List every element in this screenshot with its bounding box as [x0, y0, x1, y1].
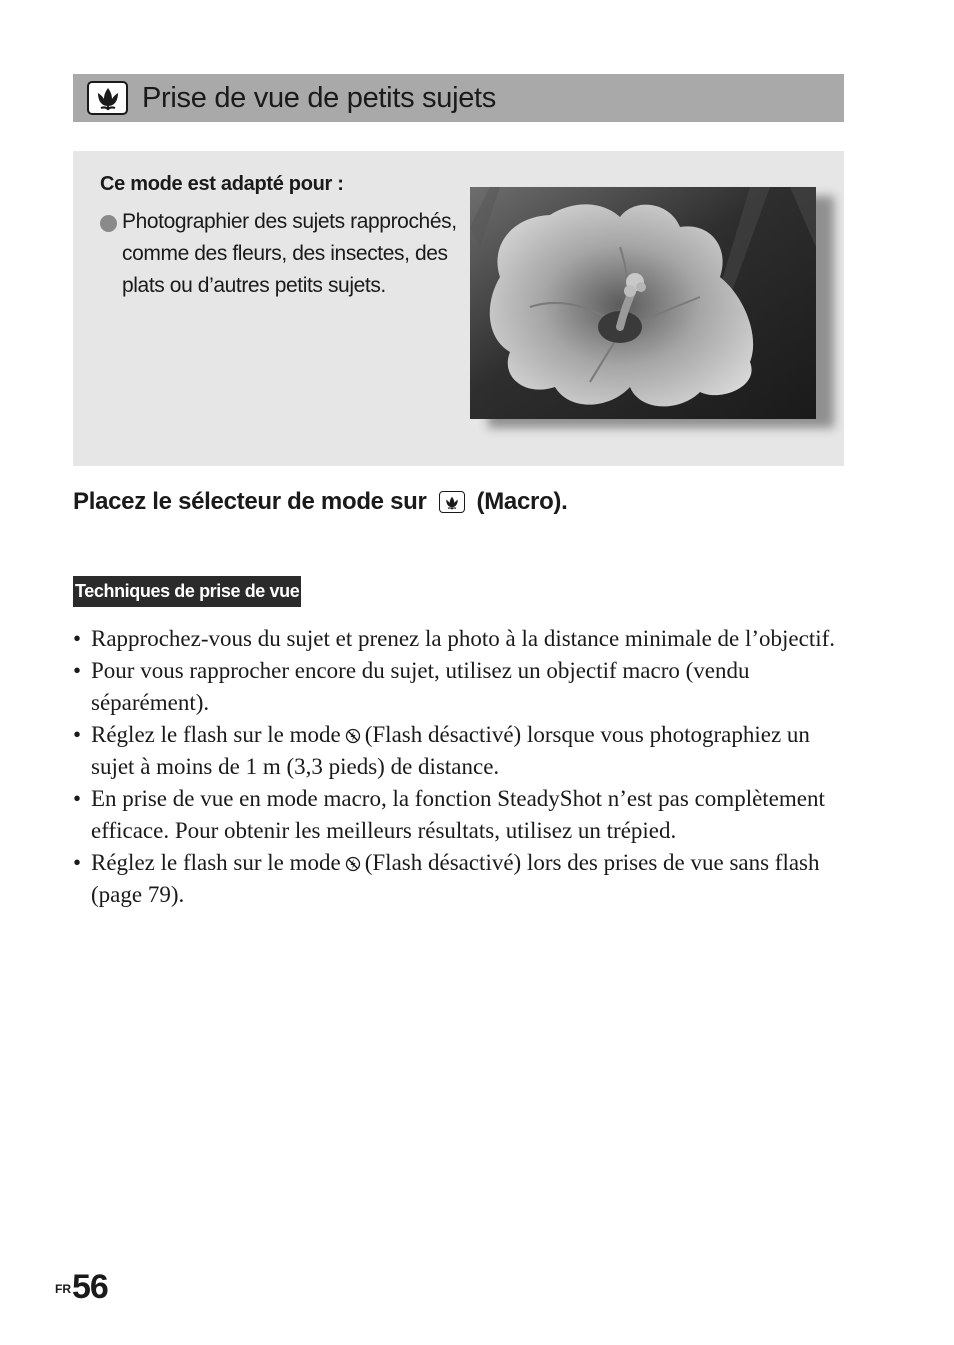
suitable-for-panel	[73, 151, 844, 466]
tip-item	[73, 719, 853, 783]
page-language-prefix: FR	[55, 1282, 71, 1296]
tip-item	[73, 783, 853, 847]
flash-off-icon	[345, 856, 361, 872]
bullet-dot	[100, 215, 117, 232]
macro-tulip-icon	[439, 491, 465, 513]
section-label: Techniques de prise de vue	[73, 576, 301, 607]
tip-text: En prise de vue en mode macro, la fonction SteadyShot n’est pas complètement efficace. Pour obtenir les meilleurs résultats, utilisez un trépied.	[91, 786, 825, 843]
tip-text-after: (Flash désactivé) lorsque vous photographiez un sujet à moins de 1 m (3,3 pieds) de distance.	[91, 722, 810, 779]
page-title: Prise de vue de petits sujets	[142, 81, 496, 114]
step-text-after: (Macro).	[476, 488, 568, 515]
page-number	[55, 1268, 108, 1307]
macro-tulip-icon	[87, 81, 128, 115]
panel-bullet-text: Photographier des sujets rapprochés, comme des fleurs, des insectes, des plats ou d’autres petits sujets.	[122, 210, 457, 297]
tip-text-before: Réglez le flash sur le mode	[91, 722, 341, 747]
step-text-before: Placez le sélecteur de mode sur	[73, 488, 427, 515]
tips-list	[73, 623, 853, 911]
tip-text: Rapprochez-vous du sujet et prenez la photo à la distance minimale de l’objectif.	[91, 626, 836, 651]
page-number-value: 56	[72, 1268, 108, 1306]
tip-item	[73, 623, 853, 655]
flower-photo	[470, 187, 816, 419]
tip-text-before: Réglez le flash sur le mode	[91, 850, 341, 875]
tip-item	[73, 655, 853, 719]
tip-item	[73, 847, 853, 911]
tip-text: Pour vous rapprocher encore du sujet, utilisez un objectif macro (vendu séparément).	[91, 658, 750, 715]
step-instruction	[73, 488, 568, 516]
panel-heading: Ce mode est adapté pour :	[100, 173, 344, 195]
section-title-bar	[73, 74, 844, 122]
tip-text-after: (Flash désactivé) lors des prises de vue sans flash (page 79).	[91, 850, 820, 907]
flash-off-icon	[345, 728, 361, 744]
